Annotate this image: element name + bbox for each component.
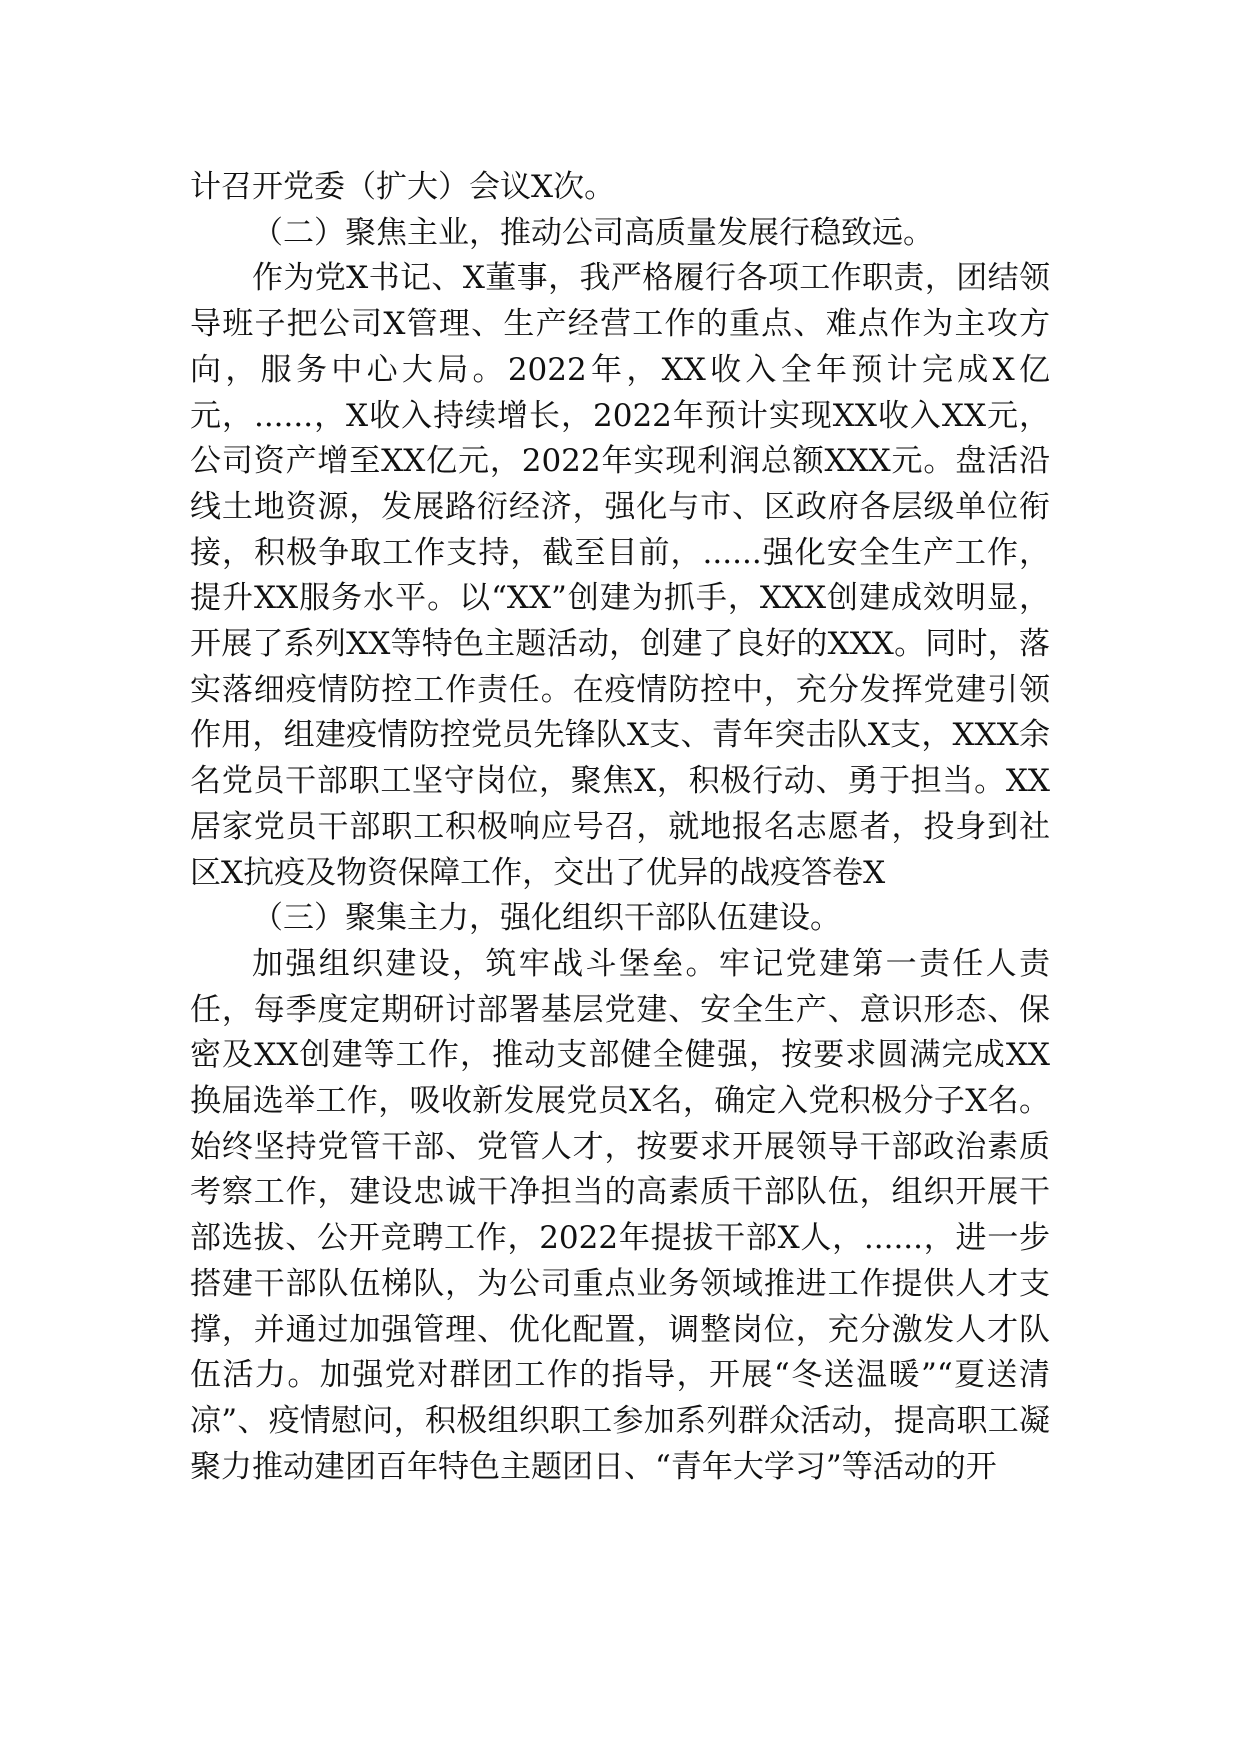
section-heading-3: （三）聚集主力，强化组织干部队伍建设。: [252, 900, 841, 937]
paragraph-meeting-count: 计召开党委（扩大）会议X次。: [190, 169, 616, 205]
paragraph-organization: 加强组织建设，筑牢战斗堡垒。牢记党建第一责任人责任，每季度定期研讨部署基层党建、安全生产、意识形态、保密及XX创建等工作，推动支部健全健强，按要求圆满完成XX换届选举工作，吸收新发展党员X名，确定入党积极分子X名。始终坚持党管干部、党管人才，按要求开展领导干部政治素质考察工作，建设忠诚干净担当的高素质干部队伍，组织开展干部选拔、公开竞聘工作，2022年提拔干部X人，......，进一步搭建干部队伍梯队，为公司重点业务领域推进工作提供人才支撑，并通过加强管理、优化配置，调整岗位，充分激发人才队伍活力。加强党对群团工作的指导，开展“冬送温暖”“夏送清凉”、疫情慰问，积极组织职工参加系列群众活动，提高职工凝聚力推动建团百年特色主题团日、“青年大学习”等活动的开: [190, 945, 1050, 1485]
paragraph-business: 作为党X书记、X董事，我严格履行各项工作职责，团结领导班子把公司X管理、生产经营工作的重点、难点作为主攻方向，服务中心大局。2022年，XX收入全年预计完成X亿元，......，X收入持续增长，2022年预计实现XX收入XX元，公司资产增至XX亿元，2022年实现利润总额XXX元。盘活沿线土地资源，发展路衍经济，强化与市、区政府各层级单位衔接，积极争取工作支持，截至目前，......强化安全生产工作，提升XX服务水平。以“XX”创建为抓手，XXX创建成效明显，开展了系列XX等特色主题活动，创建了良好的XXX。同时，落实落细疫情防控工作责任。在疫情防控中，充分发挥党建引领作用，组建疫情防控党员先锋队X支、青年突击队X支，XXX余名党员干部职工坚守岗位，聚焦X，积极行动、勇于担当。XX居家党员干部职工积极响应号召，就地报名志愿者，投身到社区X抗疫及物资保障工作，交出了优异的战疫答卷X: [190, 260, 1050, 891]
section-heading-2: （二）聚焦主业，推动公司高质量发展行稳致远。: [252, 214, 934, 251]
document-body: [190, 165, 1050, 1490]
